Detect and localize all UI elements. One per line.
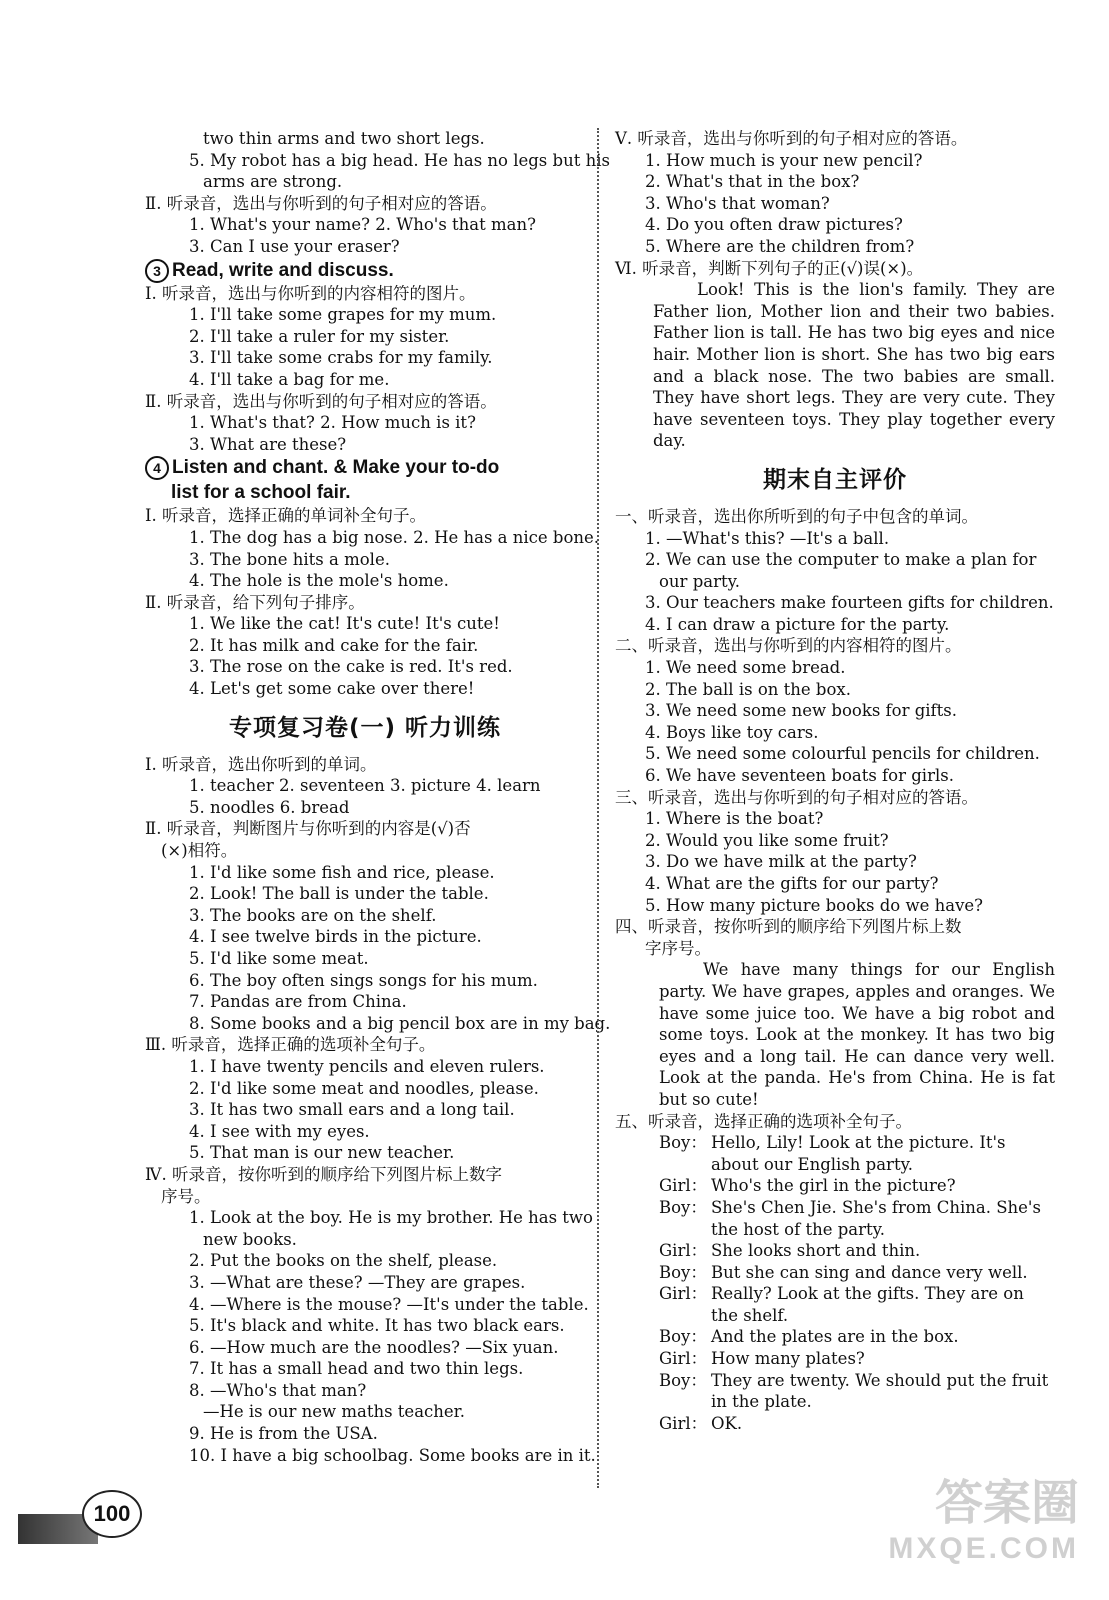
list-item: 10. I have a big schoolbag. Some books are in it. bbox=[189, 1445, 596, 1465]
item-list bbox=[145, 862, 611, 1035]
list-item: 5. How many picture books do we have? bbox=[645, 895, 984, 915]
list-item: two thin arms and two short legs. bbox=[203, 129, 485, 148]
list-item: 1. —What's this? —It's a ball. bbox=[645, 528, 890, 548]
column-divider bbox=[597, 128, 599, 1488]
continued-lines bbox=[145, 128, 610, 193]
item-list bbox=[145, 412, 585, 455]
unit-title-continued: list for a school fair. bbox=[171, 482, 351, 504]
list-item: our party. bbox=[659, 571, 740, 591]
unit-heading bbox=[145, 455, 585, 480]
right-column bbox=[615, 128, 1055, 1434]
list-item: 1. teacher 2. seventeen 3. picture 4. learn bbox=[189, 776, 541, 796]
speaker: Girl： bbox=[659, 1413, 708, 1433]
utterance: OK. bbox=[711, 1413, 743, 1433]
list-item: 4. Boys like toy cars. bbox=[645, 722, 819, 742]
item-list bbox=[615, 657, 1055, 787]
item-list bbox=[145, 214, 585, 257]
speaker: Boy： bbox=[659, 1133, 707, 1153]
item-list bbox=[145, 527, 600, 592]
section-heading-continued: 序号。 bbox=[161, 1186, 211, 1206]
list-item: 2. It has milk and cake for the fair. bbox=[189, 635, 479, 655]
section-heading: Ⅰ. 听录音，选出与你听到的内容相符的图片。 bbox=[145, 283, 476, 303]
section-heading: Ⅵ. 听录音，判断下列句子的正(√)误(×)。 bbox=[615, 258, 924, 278]
list-item: 2. I'll take a ruler for my sister. bbox=[189, 326, 450, 346]
section-heading: Ⅱ. 听录音，选出与你听到的句子相对应的答语。 bbox=[145, 391, 497, 411]
list-item: 4. I see with my eyes. bbox=[189, 1121, 370, 1141]
list-item: 3. Do we have milk at the party? bbox=[645, 852, 917, 872]
list-item: 4. The hole is the mole's home. bbox=[189, 571, 449, 591]
list-item: arms are strong. bbox=[203, 172, 343, 192]
speaker: Girl： bbox=[659, 1349, 708, 1369]
list-item: 6. The boy often sings songs for his mum. bbox=[189, 970, 538, 990]
list-item: new books. bbox=[203, 1229, 297, 1249]
final-title: 期末自主评价 bbox=[763, 466, 907, 493]
circled-number: 3 bbox=[145, 259, 169, 283]
list-item: 3. The bone hits a mole. bbox=[189, 549, 390, 569]
list-item: 3. Our teachers make fourteen gifts for children. bbox=[645, 593, 1054, 613]
list-item: 1. I'll take some grapes for my mum. bbox=[189, 305, 497, 325]
list-item: 1. I have twenty pencils and eleven rulers. bbox=[189, 1056, 545, 1076]
review-title: 专项复习卷(一) 听力训练 bbox=[228, 714, 502, 741]
utterance: Hello, Lily! Look at the picture. It's about our English party. bbox=[711, 1133, 1006, 1174]
utterance: She looks short and thin. bbox=[711, 1241, 921, 1261]
dialogue bbox=[615, 1132, 1055, 1434]
list-item: 6. We have seventeen boats for girls. bbox=[645, 766, 954, 786]
list-item: 2. I'd like some meat and noodles, please. bbox=[189, 1078, 539, 1098]
list-item: 4. I can draw a picture for the party. bbox=[645, 614, 950, 634]
item-list bbox=[145, 304, 585, 390]
list-item: 4. I'll take a bag for me. bbox=[189, 369, 390, 389]
item-list bbox=[615, 808, 1055, 916]
utterance: And the plates are in the box. bbox=[711, 1327, 959, 1347]
list-item: 5. noodles 6. bread bbox=[189, 797, 350, 817]
speaker: Boy： bbox=[659, 1370, 707, 1390]
list-item: 8. —Who's that man? bbox=[189, 1380, 367, 1400]
list-item: 3. I'll take some crabs for my family. bbox=[189, 348, 493, 368]
speaker: Boy： bbox=[659, 1327, 707, 1347]
section-heading-continued: 字序号。 bbox=[645, 938, 711, 958]
section-heading: 五、听录音，选择正确的选项补全句子。 bbox=[615, 1111, 912, 1131]
list-item: 1. Look at the boy. He is my brother. He has two bbox=[189, 1208, 593, 1228]
item-list bbox=[145, 775, 585, 818]
dialogue-line bbox=[659, 1240, 1055, 1262]
section-heading: 三、听录音，选出与你听到的句子相对应的答语。 bbox=[615, 787, 978, 807]
speaker: Girl： bbox=[659, 1176, 708, 1196]
section-heading: Ⅱ. 听录音，判断图片与你听到的内容是(√)否 bbox=[145, 819, 471, 839]
utterance: Really? Look at the gifts. They are on the shelf. bbox=[711, 1284, 1024, 1325]
list-item: 4. Do you often draw pictures? bbox=[645, 215, 903, 235]
item-list bbox=[145, 1056, 585, 1164]
unit-heading bbox=[145, 258, 585, 283]
list-item: 3. Can I use your eraser? bbox=[189, 236, 400, 256]
list-item: 9. He is from the USA. bbox=[189, 1424, 378, 1444]
list-item: 1. What's that? 2. How much is it? bbox=[189, 413, 476, 433]
utterance: They are twenty. We should put the fruit in the plate. bbox=[711, 1370, 1049, 1412]
list-item: 3. Who's that woman? bbox=[645, 193, 830, 213]
item-list bbox=[615, 150, 1055, 258]
utterance: But she can sing and dance very well. bbox=[711, 1262, 1028, 1282]
list-item: 2. The ball is on the box. bbox=[645, 679, 851, 699]
list-item: 6. —How much are the noodles? —Six yuan. bbox=[189, 1337, 559, 1357]
unit-title: Read, write and discuss. bbox=[172, 259, 394, 281]
list-item: 8. Some books and a big pencil box are in my bag. bbox=[189, 1013, 611, 1033]
section-heading: Ⅱ. 听录音，选出与你听到的句子相对应的答语。 bbox=[145, 193, 497, 213]
list-item: 4. I see twelve birds in the picture. bbox=[189, 927, 482, 947]
utterance: She's Chen Jie. She's from China. She's the host of the party. bbox=[711, 1197, 1041, 1239]
section-heading: 一、听录音，选出你所听到的句子中包含的单词。 bbox=[615, 506, 978, 526]
watermark-url: MXQE.COM bbox=[888, 1532, 1079, 1565]
list-item: 5. Where are the children from? bbox=[645, 236, 915, 256]
utterance: How many plates? bbox=[711, 1349, 865, 1369]
section-heading: Ⅳ. 听录音，按你听到的顺序给下列图片标上数字 bbox=[145, 1164, 502, 1184]
section-heading: Ⅴ. 听录音，选出与你听到的句子相对应的答语。 bbox=[615, 129, 968, 148]
section-heading-continued: (×)相符。 bbox=[161, 841, 238, 861]
item-list bbox=[145, 1207, 596, 1466]
list-item: 2. We can use the computer to make a plan for bbox=[645, 550, 1037, 570]
list-item: 2. What's that in the box? bbox=[645, 172, 860, 192]
speaker: Girl： bbox=[659, 1284, 708, 1304]
list-item: 4. Let's get some cake over there! bbox=[189, 679, 475, 699]
list-item: 3. The rose on the cake is red. It's red. bbox=[189, 657, 513, 677]
list-item: 2. Look! The ball is under the table. bbox=[189, 884, 489, 904]
list-item: 1. The dog has a big nose. 2. He has a nice bone. bbox=[189, 527, 600, 547]
unit-title: Listen and chant. & Make your to-do bbox=[172, 457, 500, 479]
list-item: 1. We like the cat! It's cute! It's cute! bbox=[189, 614, 500, 634]
list-item: 3. —What are these? —They are grapes. bbox=[189, 1272, 526, 1292]
section-heading: Ⅱ. 听录音，给下列句子排序。 bbox=[145, 592, 365, 612]
passage: We have many things for our English party. We have grapes, apples and oranges. We have some juice too. We have a big robot and some toys. Look at the monkey. It has two big eyes and a long tail. He can dance very well. Look at the panda. He's from China. He is fat but so cute! bbox=[659, 960, 1055, 1109]
dialogue-line bbox=[659, 1197, 1055, 1240]
item-list bbox=[615, 528, 1055, 636]
passage: Look! This is the lion's family. They are Father lion, Mother lion and their two babies. Father lion is tall. He has two big eyes and nice hair. Mother lion is short. She has two big ears and a black nose. The two babies are small. They have short legs. They are very cute. They have seventeen toys. They play together every day. bbox=[653, 280, 1055, 451]
list-item: 3. What are these? bbox=[189, 434, 347, 454]
dialogue-line bbox=[659, 1132, 1055, 1175]
utterance: Who's the girl in the picture? bbox=[711, 1176, 956, 1196]
left-column bbox=[145, 128, 611, 1466]
dialogue-line bbox=[659, 1370, 1055, 1413]
list-item: 3. We need some new books for gifts. bbox=[645, 701, 957, 721]
list-item: 3. The books are on the shelf. bbox=[189, 905, 437, 925]
page-number: 100 bbox=[82, 1490, 142, 1538]
speaker: Boy： bbox=[659, 1262, 707, 1282]
section-heading: Ⅰ. 听录音，选择正确的单词补全句子。 bbox=[145, 506, 427, 526]
section-heading: 二、听录音，选出与你听到的内容相符的图片。 bbox=[615, 636, 962, 656]
dialogue-line bbox=[659, 1283, 1055, 1326]
list-item: 5. We need some colourful pencils for children. bbox=[645, 744, 1040, 764]
list-item: 1. I'd like some fish and rice, please. bbox=[189, 862, 495, 882]
list-item: 7. Pandas are from China. bbox=[189, 992, 407, 1012]
list-item: 3. It has two small ears and a long tail. bbox=[189, 1100, 515, 1120]
item-list bbox=[145, 613, 585, 699]
section-heading: Ⅰ. 听录音，选出你听到的单词。 bbox=[145, 754, 377, 774]
list-item: 7. It has a small head and two thin legs. bbox=[189, 1359, 524, 1379]
speaker: Girl： bbox=[659, 1241, 708, 1261]
list-item: 4. What are the gifts for our party? bbox=[645, 874, 939, 893]
list-item: 1. We need some bread. bbox=[645, 658, 846, 678]
dialogue-line bbox=[659, 1262, 1055, 1284]
section-heading: Ⅲ. 听录音，选择正确的选项补全句子。 bbox=[145, 1035, 436, 1055]
watermark-logo: 答案圈 bbox=[934, 1477, 1079, 1530]
list-item: 5. That man is our new teacher. bbox=[189, 1143, 455, 1163]
dialogue-line bbox=[659, 1326, 1055, 1348]
speaker: Boy： bbox=[659, 1197, 707, 1217]
list-item: 5. It's black and white. It has two black ears. bbox=[189, 1316, 565, 1336]
circled-number: 4 bbox=[145, 456, 169, 480]
list-item: 1. Where is the boat? bbox=[645, 809, 824, 829]
list-item: 4. —Where is the mouse? —It's under the table. bbox=[189, 1294, 589, 1314]
list-item: 1. How much is your new pencil? bbox=[645, 150, 923, 170]
list-item: 1. What's your name? 2. Who's that man? bbox=[189, 215, 536, 235]
list-item: 5. My robot has a big head. He has no legs but his bbox=[189, 150, 610, 170]
list-item: 2. Put the books on the shelf, please. bbox=[189, 1251, 498, 1271]
list-item: 2. Would you like some fruit? bbox=[645, 830, 889, 850]
list-item: —He is our new maths teacher. bbox=[203, 1402, 465, 1422]
list-item: 5. I'd like some meat. bbox=[189, 949, 369, 968]
section-heading: 四、听录音，按你听到的顺序给下列图片标上数 bbox=[615, 917, 962, 937]
dialogue-line bbox=[659, 1175, 1055, 1197]
dialogue-line bbox=[659, 1413, 1055, 1435]
dialogue-line bbox=[659, 1348, 1055, 1370]
